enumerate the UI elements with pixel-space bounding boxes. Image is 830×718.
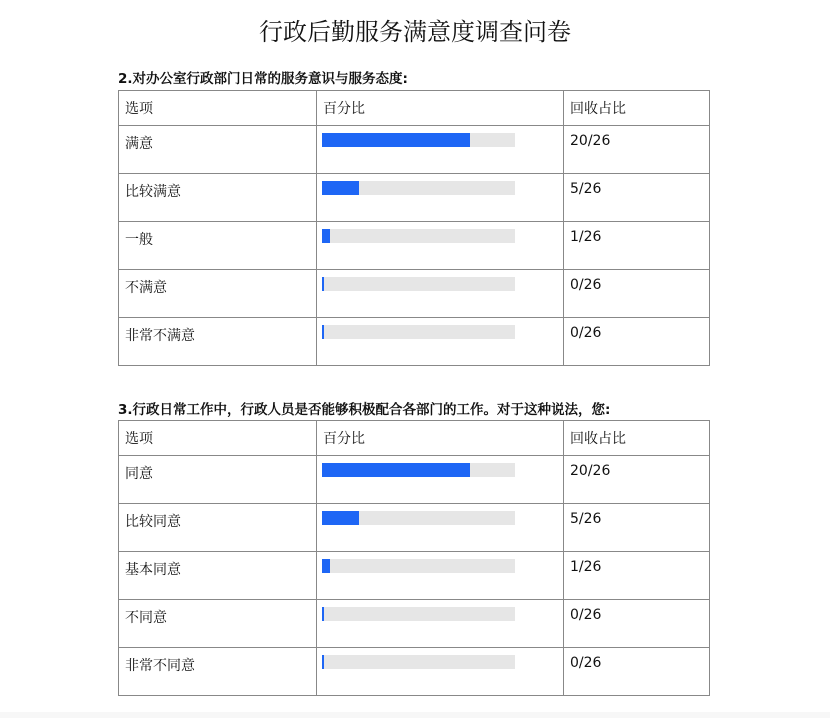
option-label: 比较同意 [119,504,317,552]
percent-bar-fill [322,655,324,669]
table-row [119,648,710,696]
table-row [119,270,710,318]
percent-cell [317,648,564,696]
percent-bar [322,559,515,573]
header-option: 选项 [119,421,317,456]
header-option: 选项 [119,91,317,126]
percent-bar [322,133,515,147]
table-row [119,600,710,648]
option-label: 同意 [119,456,317,504]
percent-bar-fill [322,511,359,525]
percent-bar [322,463,515,477]
ratio-value: 1/26 [564,552,710,600]
percent-bar [322,607,515,621]
percent-bar-fill [322,277,324,291]
percent-bar [322,325,515,339]
option-label: 非常不满意 [119,318,317,366]
header-ratio: 回收占比 [564,421,710,456]
ratio-value: 1/26 [564,222,710,270]
percent-bar [322,655,515,669]
ratio-value: 0/26 [564,318,710,366]
percent-bar [322,511,515,525]
table-header-row [119,421,710,456]
percent-bar-fill [322,559,330,573]
page-title: 行政后勤服务满意度调查问卷 [259,18,571,46]
table-row [119,552,710,600]
table-row [119,174,710,222]
option-label: 满意 [119,126,317,174]
percent-cell [317,174,564,222]
percent-bar [322,229,515,243]
percent-bar [322,181,515,195]
percent-bar-fill [322,325,324,339]
ratio-value: 5/26 [564,504,710,552]
table-row [119,318,710,366]
percent-bar-fill [322,181,359,195]
percent-bar-fill [322,229,330,243]
question-2-text: 2.对办公室行政部门日常的服务意识与服务态度: [118,71,408,87]
ratio-value: 0/26 [564,648,710,696]
percent-cell [317,318,564,366]
ratio-value: 20/26 [564,126,710,174]
percent-cell [317,456,564,504]
percent-bar [322,277,515,291]
percent-cell [317,126,564,174]
ratio-value: 5/26 [564,174,710,222]
ratio-value: 20/26 [564,456,710,504]
table-row [119,126,710,174]
bottom-edge [0,712,830,718]
percent-bar-fill [322,463,470,477]
option-label: 基本同意 [119,552,317,600]
option-label: 不满意 [119,270,317,318]
option-label: 一般 [119,222,317,270]
option-label: 不同意 [119,600,317,648]
question-3-text: 3.行政日常工作中，行政人员是否能够积极配合各部门的工作。对于这种说法，您: [118,402,611,418]
percent-bar-fill [322,607,324,621]
question-2-table [118,90,710,366]
percent-bar-fill [322,133,470,147]
percent-cell [317,270,564,318]
ratio-value: 0/26 [564,600,710,648]
option-label: 非常不同意 [119,648,317,696]
percent-cell [317,504,564,552]
header-percent: 百分比 [317,421,564,456]
table-row [119,456,710,504]
table-row [119,222,710,270]
table-row [119,504,710,552]
table-header-row [119,91,710,126]
option-label: 比较满意 [119,174,317,222]
percent-cell [317,222,564,270]
header-ratio: 回收占比 [564,91,710,126]
ratio-value: 0/26 [564,270,710,318]
header-percent: 百分比 [317,91,564,126]
question-3-table [118,420,710,696]
percent-cell [317,600,564,648]
percent-cell [317,552,564,600]
